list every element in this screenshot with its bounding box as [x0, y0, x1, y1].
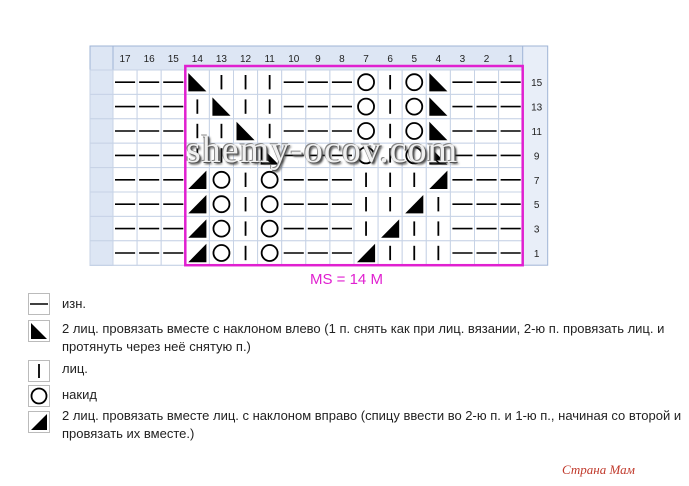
yarn-over-symbol	[262, 196, 278, 212]
yarn-over-symbol	[358, 74, 374, 90]
watermark: shemy-ocov.com	[186, 129, 459, 171]
row-number: 1	[533, 249, 540, 260]
legend-label-ssk: 2 лиц. провязать вместе с наклоном влево (1 п. снять как при лиц. вязании, 2-ю п. провязать лиц. и протянуть через неё снятую п.)	[62, 321, 665, 354]
right-slant-triangle-icon	[28, 411, 50, 433]
circle-icon	[28, 385, 50, 407]
column-number: 5	[411, 54, 418, 65]
side-cell	[90, 143, 113, 167]
column-number: 17	[119, 54, 131, 65]
row-number: 5	[533, 200, 540, 212]
column-number: 9	[315, 54, 321, 65]
row-number: 3	[533, 224, 540, 236]
yarn-over-symbol	[213, 245, 229, 261]
legend-label-yo: накид	[62, 387, 97, 402]
column-number: 8	[339, 54, 345, 65]
column-number: 14	[191, 54, 203, 65]
column-number: 6	[387, 54, 393, 65]
row-number: 11	[531, 127, 542, 138]
yarn-over-symbol	[262, 221, 278, 237]
side-cell	[90, 192, 113, 216]
column-number: 16	[143, 54, 155, 65]
yarn-over-symbol	[406, 74, 422, 90]
yarn-over-symbol	[406, 99, 422, 115]
vertical-bar-icon	[28, 360, 50, 382]
yarn-over-symbol	[262, 172, 278, 188]
stitch-repeat-label: MS = 14 M	[310, 271, 383, 288]
side-cell	[90, 241, 113, 265]
side-cell	[90, 168, 113, 192]
column-number: 4	[435, 54, 442, 65]
column-number: 12	[239, 54, 252, 65]
side-cell	[90, 216, 113, 240]
yarn-over-symbol	[262, 245, 278, 261]
dash-icon	[28, 293, 50, 315]
column-number: 7	[363, 54, 369, 65]
row-number: 9	[533, 151, 540, 163]
row-number: 15	[531, 78, 543, 90]
yarn-over-symbol	[213, 196, 229, 212]
column-number: 11	[264, 54, 275, 65]
yarn-over-symbol	[213, 221, 229, 237]
left-slant-triangle-icon	[28, 320, 50, 342]
column-number: 2	[483, 54, 490, 65]
column-number: 1	[507, 54, 514, 65]
row-number: 7	[533, 175, 540, 187]
side-cell	[90, 94, 113, 118]
legend-label-k2tog: 2 лиц. провязать вместе лиц. с наклоном вправо (спицу ввести во 2-ю п. и 1-ю п., начиная со второй и провязать их вместе.)	[62, 408, 682, 441]
side-cell	[90, 70, 113, 94]
legend-label-knit: лиц.	[62, 361, 88, 376]
site-stamp: Страна Мам	[562, 462, 635, 477]
column-number: 13	[215, 54, 228, 65]
side-cell	[90, 119, 113, 143]
column-number: 15	[167, 54, 179, 65]
column-number: 10	[288, 54, 300, 65]
yarn-over-symbol	[213, 172, 229, 188]
legend-label-purl: изн.	[62, 296, 87, 311]
yarn-over-symbol	[358, 99, 374, 115]
row-number: 13	[531, 102, 543, 114]
column-number: 3	[459, 54, 466, 65]
